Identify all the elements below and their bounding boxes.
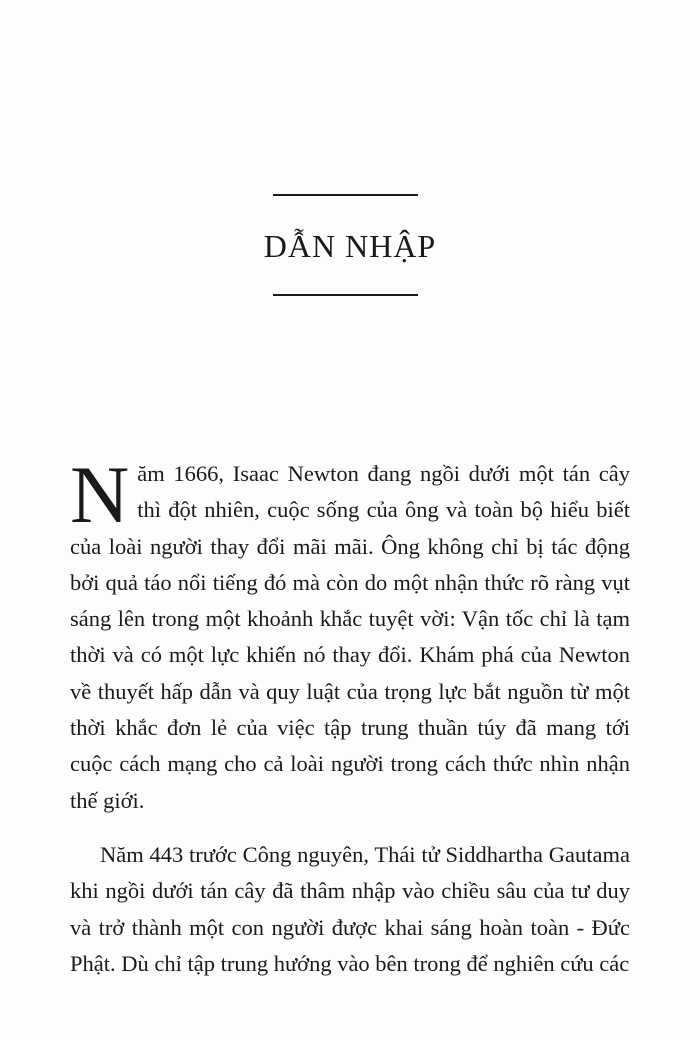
drop-cap: N: [70, 449, 130, 540]
body-text: [70, 449, 630, 982]
paragraph-2: Năm 443 trước Công nguyên, Thái tử Siddhartha Gautama khi ngồi dưới tán cây đã thâm nhập vào chiều sâu của tư duy và trở thành một con người được khai sáng hoàn toàn - Đức Phật. Dù chỉ tập trung hướng vào bên trong để nghiên cứu các: [70, 841, 630, 976]
title-rule-bottom: [273, 294, 418, 296]
paragraph-1: [70, 449, 630, 819]
paragraph-1-text: ăm 1666, Isaac Newton đang ngồi dưới một tán cây thì đột nhiên, cuộc sống của ông và toàn bộ hiểu biết của loài người thay đổi mãi mãi. Ông không chỉ bị tác động bởi quả táo nổi tiếng đó mà còn do một nhận thức rõ ràng vụt sáng lên trong một khoảnh khắc tuyệt vời: Vận tốc chỉ là tạm thời và có một lực khiến nó thay đổi. Khám phá của Newton về thuyết hấp dẫn và quy luật của trọng lực bắt nguồn từ một thời khắc đơn lẻ của việc tập trung thuần túy đã mang tới cuộc cách mạng cho cả loài người trong cách thức nhìn nhận thế giới.: [70, 461, 630, 813]
title-rule-top: [273, 194, 418, 196]
chapter-title: DẪN NHẬP: [263, 228, 437, 264]
